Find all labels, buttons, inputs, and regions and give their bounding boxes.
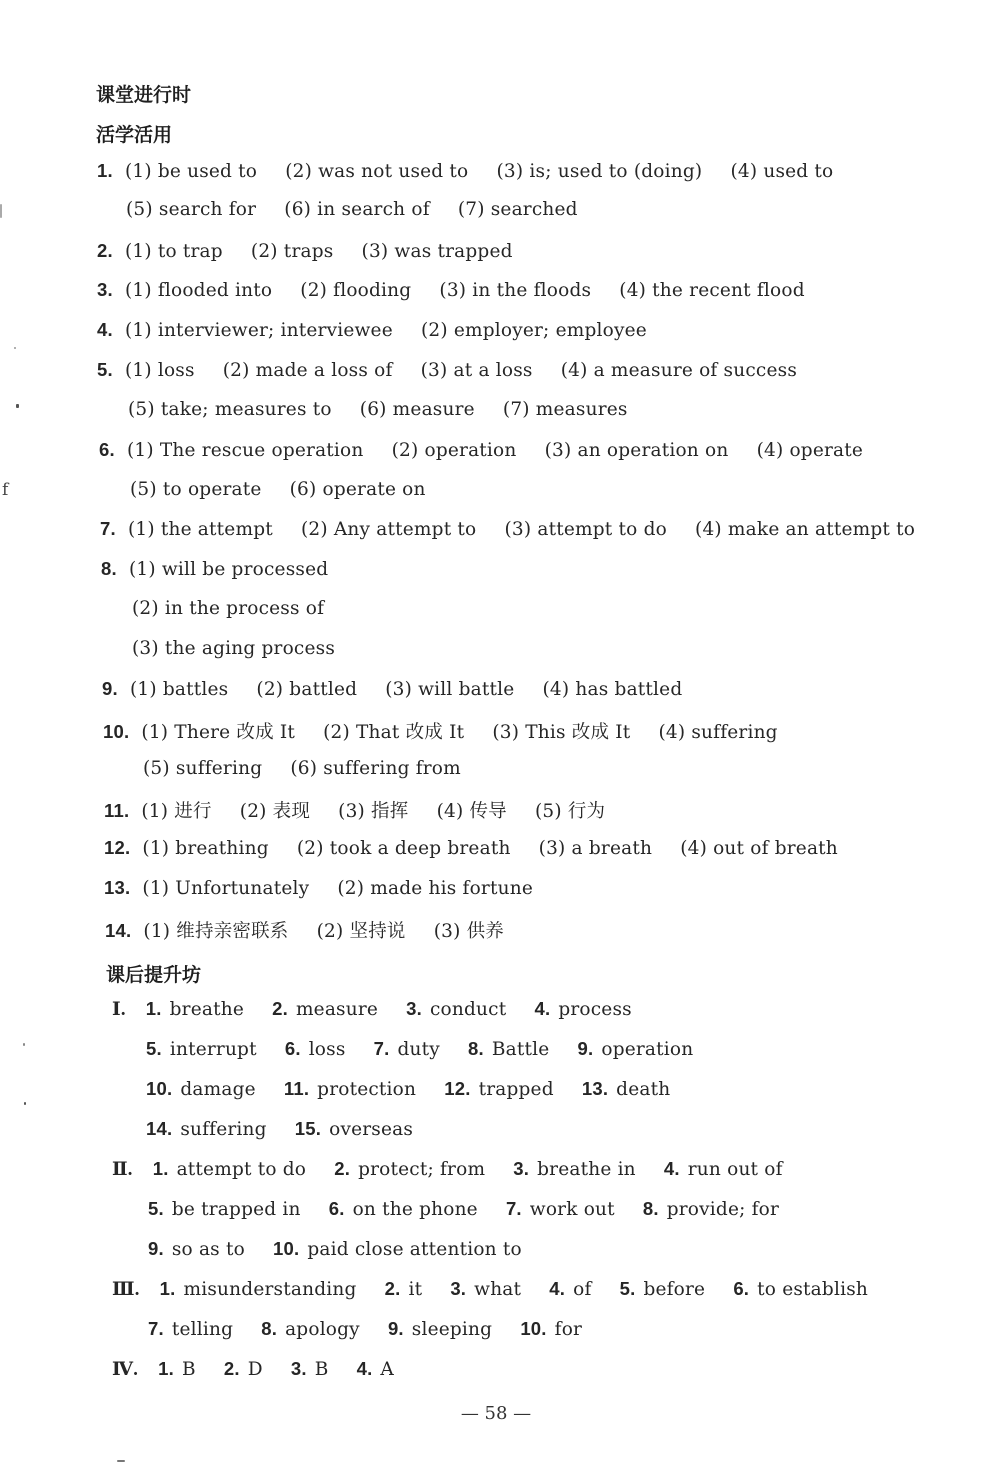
question-number: 5.: [97, 359, 113, 380]
answer-item: D: [247, 1359, 263, 1380]
answer-item: conduct: [430, 999, 507, 1020]
answer-line-7: [100, 518, 937, 540]
item-number: 4.: [549, 1278, 566, 1299]
answer-item: (3) was trapped: [361, 241, 513, 262]
answer-item: (1) Unfortunately: [142, 878, 310, 899]
answer-item: telling: [171, 1319, 234, 1340]
answer-line-1-cont: [126, 199, 600, 220]
answer-item: (5) search for: [126, 199, 257, 220]
answer-item: (2) flooding: [300, 280, 412, 301]
section-roman-numeral: Ⅱ.: [112, 1160, 133, 1180]
answer-item: (4) used to: [730, 161, 834, 182]
answer-item: of: [573, 1279, 592, 1300]
answer-item: (1) flooded into: [124, 280, 273, 301]
item-number: 2.: [272, 998, 288, 1019]
answer-item: (3) the aging process: [132, 638, 336, 659]
question-number: 11.: [104, 800, 130, 821]
item-number: 14.: [146, 1118, 173, 1139]
answer-item: (1) will be processed: [128, 559, 329, 580]
heading-active-learning: 活学活用: [96, 124, 173, 146]
answer-item: (4) suffering: [658, 722, 778, 743]
answer-item: provide; for: [666, 1199, 780, 1220]
answer-item: it: [408, 1279, 423, 1300]
answer-item: interrupt: [169, 1039, 257, 1060]
item-number: 10.: [146, 1078, 173, 1099]
answer-line-8-cont: [132, 598, 346, 619]
answer-item: (3) 供养: [433, 921, 504, 942]
item-number: 1.: [158, 1358, 174, 1379]
answer-item: (2) battled: [256, 679, 358, 700]
item-number: 7.: [373, 1038, 390, 1059]
scan-speck: [117, 1460, 125, 1462]
item-number: 6.: [284, 1038, 301, 1059]
section-roman-numeral: Ⅳ.: [112, 1360, 139, 1380]
section-2-row-1: [112, 1158, 805, 1181]
answer-line-10: [103, 718, 800, 744]
question-number: 2.: [97, 240, 113, 261]
answer-item: (3) at a loss: [420, 360, 533, 381]
answer-item: (6) operate on: [289, 479, 426, 500]
scan-speck: [24, 1102, 26, 1105]
answer-item: attempt to do: [176, 1159, 307, 1180]
item-number: 6.: [328, 1198, 345, 1219]
item-number: 9.: [577, 1038, 594, 1059]
section-1-row-1: [112, 998, 654, 1021]
answer-item: damage: [180, 1079, 256, 1100]
answer-item: (2) made his fortune: [337, 878, 533, 899]
answer-item: (1) The rescue operation: [126, 440, 364, 461]
item-number: 7.: [148, 1318, 164, 1339]
answer-line-6: [99, 439, 885, 461]
answer-item: overseas: [329, 1119, 414, 1140]
item-number: 6.: [733, 1278, 750, 1299]
answer-item: (6) measure: [359, 399, 475, 420]
answer-line-6-cont: [130, 479, 448, 500]
item-number: 15.: [294, 1118, 322, 1139]
answer-item: (2) 表现: [239, 801, 311, 822]
item-number: 3.: [513, 1158, 530, 1179]
page-number: — 58 —: [460, 1403, 532, 1424]
answer-item: (7) measures: [502, 399, 628, 420]
answer-item: misunderstanding: [183, 1279, 357, 1300]
margin-mark: f: [2, 480, 9, 500]
question-number: 12.: [104, 837, 131, 858]
answer-item: (1) to trap: [124, 241, 223, 262]
answer-item: (1) interviewer; interviewee: [124, 320, 393, 341]
item-number: 13.: [581, 1078, 609, 1099]
answer-item: paid close attention to: [307, 1239, 522, 1260]
answer-line-5-cont: [128, 399, 650, 420]
scan-speck: [0, 204, 2, 218]
answer-item: before: [643, 1279, 706, 1300]
section-2-row-2: [148, 1198, 801, 1220]
answer-item: (6) suffering from: [290, 758, 461, 779]
answer-item: for: [554, 1319, 583, 1340]
item-number: 3.: [290, 1358, 307, 1379]
item-number: 8.: [642, 1198, 659, 1219]
answer-item: (2) made a loss of: [222, 360, 393, 381]
item-number: 9.: [387, 1318, 404, 1339]
answer-item: protection: [317, 1079, 417, 1100]
item-number: 3.: [406, 998, 422, 1019]
answer-item: (5) to operate: [130, 479, 262, 500]
answer-item: suffering: [180, 1119, 267, 1140]
question-number: 3.: [97, 279, 113, 300]
answer-item: sleeping: [411, 1319, 493, 1340]
item-number: 8.: [261, 1318, 278, 1339]
answer-item: process: [558, 999, 632, 1020]
item-number: 2.: [334, 1158, 351, 1179]
answer-item: protect; from: [358, 1159, 486, 1180]
answer-line-12: [104, 837, 860, 859]
answer-item: breathe: [169, 999, 244, 1020]
item-number: 7.: [505, 1198, 522, 1219]
item-number: 9.: [148, 1238, 164, 1259]
item-number: 4.: [534, 998, 551, 1019]
answer-item: (7) searched: [457, 199, 578, 220]
question-number: 6.: [99, 439, 115, 460]
question-number: 8.: [101, 558, 117, 579]
answer-line-9: [102, 678, 704, 700]
scan-speck: [14, 347, 16, 349]
answer-item: Battle: [491, 1039, 550, 1060]
item-number: 5.: [619, 1278, 636, 1299]
item-number: 5.: [146, 1038, 162, 1059]
answer-item: (1) loss: [124, 360, 195, 381]
item-number: 4.: [663, 1158, 680, 1179]
item-number: 2.: [384, 1278, 401, 1299]
section-4-row-1: [112, 1358, 416, 1381]
answer-item: duty: [397, 1039, 440, 1060]
section-roman-numeral: Ⅲ.: [112, 1280, 140, 1300]
answer-item: (1) battles: [129, 679, 229, 700]
section-1-row-2: [146, 1038, 715, 1060]
answer-item: (4) the recent flood: [619, 280, 805, 301]
answer-item: (6) in search of: [284, 199, 430, 220]
item-number: 1.: [152, 1158, 169, 1179]
section-2-row-3: [148, 1238, 544, 1260]
answer-item: operation: [601, 1039, 694, 1060]
item-number: 12.: [444, 1078, 471, 1099]
question-number: 9.: [102, 678, 118, 699]
item-number: 10.: [273, 1238, 300, 1259]
answer-item: (2) in the process of: [132, 598, 325, 619]
answer-item: (1) the attempt: [127, 519, 273, 540]
answer-item: run out of: [687, 1159, 783, 1180]
answer-item: to establish: [757, 1279, 868, 1300]
answer-item: (2) took a deep breath: [296, 838, 511, 859]
answer-item: (2) traps: [250, 241, 334, 262]
answer-item: (3) This 改成 It: [492, 722, 631, 743]
answer-item: (5) take; measures to: [128, 399, 332, 420]
answer-item: be trapped in: [171, 1199, 301, 1220]
answer-item: (5) suffering: [143, 758, 263, 779]
scan-speck: [23, 1043, 25, 1046]
section-3-row-2: [148, 1318, 604, 1340]
answer-item: loss: [308, 1039, 346, 1060]
section-3-row-1: [112, 1278, 890, 1301]
scan-speck: [16, 404, 19, 408]
answer-item: (1) be used to: [124, 161, 258, 182]
question-number: 14.: [105, 920, 132, 941]
answer-item: (4) out of breath: [680, 838, 838, 859]
answer-item: B: [314, 1359, 329, 1380]
answer-line-1: [97, 160, 855, 182]
answer-item: (3) is; used to (doing): [496, 161, 703, 182]
answer-line-10-cont: [143, 758, 483, 779]
question-number: 4.: [97, 319, 113, 340]
answer-item: death: [616, 1079, 671, 1100]
answer-item: (3) attempt to do: [504, 519, 667, 540]
answer-line-13: [104, 877, 555, 899]
item-number: 5.: [148, 1198, 164, 1219]
answer-line-5: [97, 359, 819, 381]
answer-item: (1) 维持亲密联系: [143, 921, 289, 942]
item-number: 8.: [468, 1038, 484, 1059]
answer-line-8: [101, 558, 350, 580]
answer-item: (4) 传导: [436, 801, 507, 822]
question-number: 7.: [100, 518, 116, 539]
section-roman-numeral: Ⅰ.: [112, 1000, 126, 1020]
answer-item: trapped: [478, 1079, 554, 1100]
question-number: 10.: [103, 721, 130, 742]
answer-item: (2) That 改成 It: [323, 722, 465, 743]
answer-line-14: [105, 917, 526, 943]
answer-line-11: [104, 797, 627, 823]
answer-item: (1) 进行: [141, 801, 212, 822]
answer-item: work out: [529, 1199, 615, 1220]
answer-item: A: [380, 1359, 394, 1380]
answer-item: (3) in the floods: [439, 280, 592, 301]
answer-item: (4) a measure of success: [560, 360, 798, 381]
answer-line-2: [97, 240, 535, 262]
answer-item: B: [181, 1359, 196, 1380]
question-number: 1.: [97, 160, 113, 181]
answer-item: (2) employer; employee: [420, 320, 647, 341]
answer-item: what: [474, 1279, 522, 1300]
answer-item: so as to: [171, 1239, 245, 1260]
answer-item: (3) 指挥: [338, 801, 409, 822]
section-1-row-4: [146, 1118, 435, 1140]
answer-item: (4) make an attempt to: [695, 519, 916, 540]
answer-item: on the phone: [352, 1199, 478, 1220]
section-1-row-3: [146, 1078, 692, 1100]
item-number: 11.: [283, 1078, 310, 1099]
answer-item: breathe in: [537, 1159, 636, 1180]
question-number: 13.: [104, 877, 131, 898]
answer-item: (5) 行为: [534, 801, 606, 822]
answer-line-3: [97, 279, 827, 301]
answer-item: (4) operate: [756, 440, 864, 461]
item-number: 2.: [223, 1358, 240, 1379]
answer-item: (2) operation: [391, 440, 517, 461]
item-number: 1.: [159, 1278, 176, 1299]
answer-item: (3) an operation on: [544, 440, 729, 461]
item-number: 4.: [356, 1358, 373, 1379]
answer-line-4: [97, 319, 669, 341]
answer-item: measure: [295, 999, 379, 1020]
heading-class-progress: 课堂进行时: [96, 84, 192, 106]
answer-line-8-cont-2: [132, 638, 357, 659]
heading-after-class: 课后提升坊: [106, 964, 202, 986]
answer-item: (1) There 改成 It: [141, 722, 296, 743]
answer-item: (3) will battle: [385, 679, 515, 700]
answer-item: (3) a breath: [538, 838, 653, 859]
item-number: 10.: [520, 1318, 547, 1339]
answer-item: apology: [285, 1319, 360, 1340]
answer-item: (2) Any attempt to: [300, 519, 477, 540]
answer-item: (2) 坚持说: [316, 921, 406, 942]
item-number: 1.: [145, 998, 162, 1019]
answer-item: (1) breathing: [142, 838, 269, 859]
answer-item: (2) was not used to: [285, 161, 469, 182]
item-number: 3.: [450, 1278, 467, 1299]
answer-item: (4) has battled: [542, 679, 683, 700]
